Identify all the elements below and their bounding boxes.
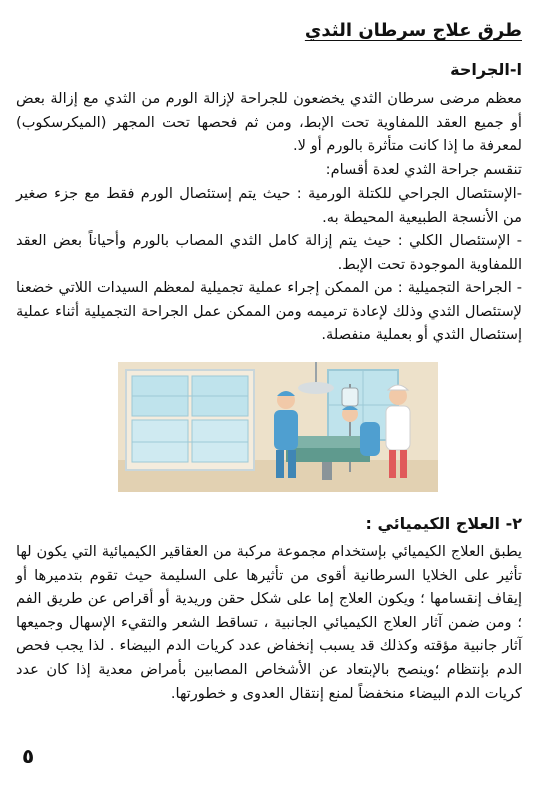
surgery-type-reconstructive: - الجراحة التجميلية : من الممكن إجراء عملية تجميلية لمعظم السيدات اللاتي خضعنا لإستئصال الثدي وذلك لإعادة ترميمه ومن الممكن عمل الجراحة التجميلية أثناء عملية إستئصال الثدي أو بعملية منفصلة.	[16, 279, 522, 344]
page-title: طرق علاج سرطان الثدي	[304, 20, 522, 41]
section-1-types-intro: تنقسم جراحة الثدي لعدة أقسام:	[325, 161, 522, 178]
surgery-type-lumpectomy: -الإستئصال الجراحي للكتلة الورمية : حيث يتم إستئصال الورم فقط مع جزء صغير من الأنسجة الطبيعية المحيطة به.	[16, 185, 522, 226]
page-number: ٥	[22, 744, 35, 768]
section-1-heading: ا-الجراحة	[450, 60, 522, 79]
operating-room-illustration	[118, 362, 438, 492]
section-1-intro: معظم مرضى سرطان الثدي يخضعون للجراحة لإزالة الورم من الثدي مع إزالة بعض أو جميع العقد اللمفاوية تحت الإبط، ومن ثم فحصها تحت المجهر (الميكرسكوب) لمعرفة ما إذا كانت متأثرة بالورم أو لا.	[16, 90, 522, 155]
section-2-heading: ٢- العلاج الكيميائي :	[365, 514, 522, 533]
surgery-type-mastectomy: - الإستئصال الكلي : حيث يتم إزالة كامل الثدي المصاب بالورم وأحياناً بعض العقد اللمفاوية الموجودة تحت الإبط.	[16, 232, 522, 273]
section-2-body: يطبق العلاج الكيميائي بإستخدام مجموعة مركبة من العقاقير الكيميائية التي يكون لها تأثير على الخلايا السرطانية أقوى من تأثيرها على السليمة حيث تقوم بتدميرها أو إيقاف إنقسامها ؛ ويكون العلاج إما على شكل حقن وريدية أو أقراص عن طريق الفم ؛ ومن ضمن آثار العلاج الكيميائي الجانبية ، تساقط الشعر والتقيء الإسهال وجميعها آثار جانبية مؤقته وكذلك قد يسبب إنخفاض عدد كريات الدم البيضاء . لذا يجب فحص الدم بإنتظام ؛وينصح بالإبتعاد عن الأشخاص المصابين بأمراض معدية إذا كان عدد كريات الدم البيضاء منخفضاً لمنع إنتقال العدوى و خطورتها.	[16, 543, 522, 702]
operating-table-icon	[286, 436, 370, 448]
surgical-lamp-icon	[298, 382, 334, 394]
